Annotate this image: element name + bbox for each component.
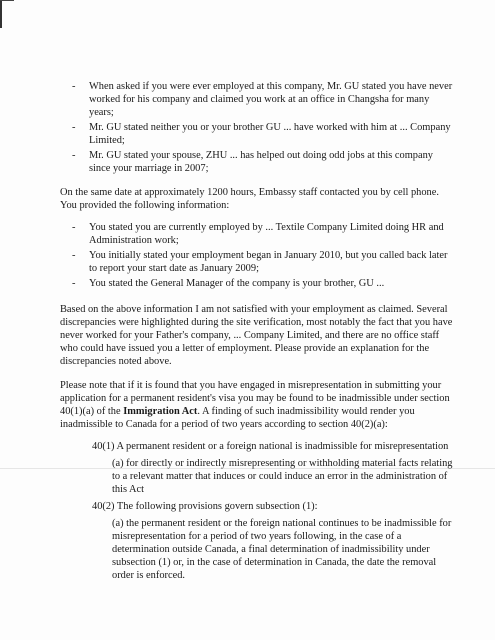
list-item: - You initially stated your employment began in January 2010, but you called back later to report your start date as January 2009;: [60, 249, 455, 275]
scan-edge-mark-top: [0, 0, 14, 1]
letter-body: [60, 80, 455, 582]
misrepresentation-note-paragraph: [60, 379, 455, 431]
note-text-after: . A finding of such inadmissibility would render you inadmissible to Canada for a period of two years according to section 40(2)(a):: [60, 406, 415, 430]
list-item: - When asked if you were ever employed at this company, Mr. GU stated you have never worked for his company and claimed you work at an office in Changsha for many years;: [60, 80, 455, 119]
discrepancies-paragraph: Based on the above information I am not satisfied with your employment as claimed. Several discrepancies were highlighted during the site verification, most notably the fact that you have never worked for your Father's company, ... Company Limited, and there are no office staff who could have issued you a letter of employment. Please provide an explanation for the discrepancies noted above.: [60, 304, 453, 367]
section-40-2-a: (a) the permanent resident or the foreign national continues to be inadmissible for misrepresentation for a period of two years following, in the case of a determination outside Canada, a final determination of inadmissibility under subsection (1) or, in the case of determination in Canada, the date the removal order is enforced.: [112, 518, 452, 581]
applicant-statements-list: [60, 221, 455, 290]
section-40-1-a: (a) for directly or indirectly misrepresenting or withholding material facts relating to a relevant matter that induces or could induce an error in the administration of this Act: [112, 458, 453, 495]
section-40-2: 40(2) The following provisions govern subsection (1):: [92, 501, 318, 512]
gu-statements-list: [60, 80, 455, 175]
list-item: - You stated the General Manager of the company is your brother, GU ...: [60, 277, 455, 290]
list-item: - Mr. GU stated neither you or your brother GU ... have worked with him at ... Company Limited;: [60, 121, 455, 147]
list-item: - You stated you are currently employed by ... Textile Company Limited doing HR and Administration work;: [60, 221, 455, 247]
statute-excerpt: [92, 440, 455, 582]
list-item: - Mr. GU stated your spouse, ZHU ... has helped out doing odd jobs at this company since your marriage in 2007;: [60, 149, 455, 175]
immigration-act-name: Immigration Act: [123, 406, 198, 417]
phone-call-paragraph: On the same date at approximately 1200 hours, Embassy staff contacted you by cell phone. You provided the following information:: [60, 187, 439, 211]
section-40-1: 40(1) A permanent resident or a foreign national is inadmissible for misrepresentation: [92, 441, 449, 452]
scan-edge-mark: [0, 0, 2, 28]
note-text-before: Please note that if it is found that you have engaged in misrepresentation in submitting your application for a permanent resident's visa you may be found to be inadmissible under section 40(1)(a) of the: [60, 380, 450, 417]
